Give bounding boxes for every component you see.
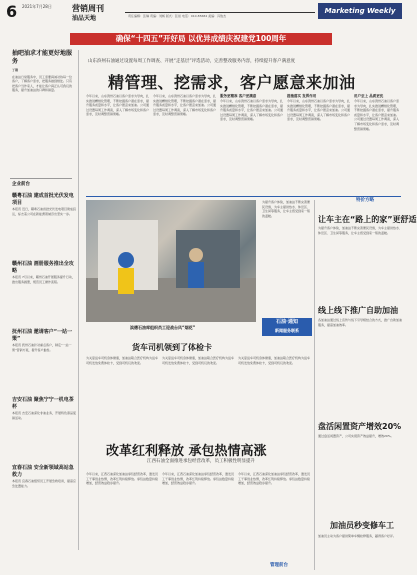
sidebar-news-title: 赣州石油 画册服务推出全攻略 [12, 261, 74, 274]
marketing-weekly-logo: Marketing Weekly [318, 3, 402, 19]
bottom-story-col-1: 今年以来，江西石油深化加油站承包经营改革，激发员工干事创业热情，改革红利持续释放。承包站数量持续增加，经营效益稳步提升。 [86, 472, 159, 486]
bottom-story-title: 改革红利释放 承包热情高涨 [106, 444, 267, 459]
section-rule [86, 196, 401, 197]
sidebar-body: 在油站日常服务中，员工需要真诚对待每一位客户，了解客户需求，把服务做到细处。只有把客户当作家人，才能让客户真正认可我们的服务，提升加油站的口碑和销量。 [12, 74, 73, 93]
lead-body-col-3 [220, 94, 284, 194]
story2-body: 各加油站通过线上宣传与线下引导相结合的方式，推广自助加油服务，提高加油效率。 [318, 318, 403, 327]
story1-body: 为提升客户体验，加油站不断完善便民设施，为车主提供热水、休息区、卫生间等服务，让车主感受到家一般的温暖。 [318, 226, 403, 235]
section-name: 油品天地 [72, 15, 97, 22]
story1-title: 让车主在“路上的家”更舒适 [318, 215, 417, 224]
news-inset-badge [262, 318, 312, 336]
bottom-section-footer: 管理前台 [270, 563, 288, 568]
story3-title: 盘活闲置资产增效20% [318, 422, 402, 431]
right-column-divider [314, 200, 315, 570]
issue-date: 2021年7月28日 [22, 4, 52, 9]
middle-story-col-3: 为关爱货车司机身体健康，加油站联合医疗机构为货车司机发放免费体检卡，受到司机们的欢迎。 [238, 356, 311, 365]
lead-kicker: 山东滨州石油通过设置每周工作调查、开展“走基层”评选活动，完善整改服务内容，持续提升客户满意度 [88, 59, 296, 64]
lead-body-text: 今年以来，山东滨州石油以客户需求为导向，扎实推进精细化管理，不断挖掘客户潜在需求，提升服务质量和水平，让客户愿意来加油。公司通过设置每周工作调查，深入了解市场变化和客户需求，及时调整营销策略。 [354, 99, 400, 131]
lead-subhead: 服务更精准 客户更满意 [220, 94, 257, 98]
column-divider [78, 50, 79, 550]
photo-caption: 滨德石油库组织员工迎战台风“烟花” [130, 325, 196, 330]
sidebar-news-item [12, 465, 76, 539]
lead-subhead: 措施落实 发挥作用 [287, 94, 317, 98]
lead-body-text: 今年以来，山东滨州石油以客户需求为导向，扎实推进精细化管理，不断挖掘客户潜在需求，提升服务质量和水平，让客户愿意来加油。公司通过设置每周工作调查，深入了解市场变化和客户需求，及时调整营销策略。 [287, 99, 351, 122]
lead-headline: 精管理、挖需求，客户愿意来加油 [108, 73, 356, 92]
bottom-story-col-2: 今年以来，江西石油深化加油站承包经营改革，激发员工干事创业热情，改革红利持续释放。承包站数量持续增加，经营效益稳步提升。 [162, 472, 235, 486]
news-photo-fuel-station [86, 200, 256, 322]
middle-story-title: 货车司机领到了体检卡 [132, 343, 212, 352]
red-banner: 确保“十四五”开好局 以优异成绩庆祝建党100周年 [70, 33, 332, 45]
sidebar-author: 丁翔 [12, 68, 19, 72]
sidebar-news-title: 吉安石油 聚焦宁宁一机电茶杯 [12, 397, 74, 410]
sidebar-news-body: 本报讯 近日，赣粤石油首批光伏发电项目建成投运，标志着公司在新能源领域迈出坚实一步。 [12, 207, 76, 216]
lead-body-col-5 [354, 94, 400, 194]
middle-body-col: 为提升客户体验，加油站不断完善便民设施，为车主提供热水、休息区、卫生间等服务，让车主感受到家一般的温暖。 [262, 200, 311, 218]
lead-body-text: 今年以来，山东滨州石油以客户需求为导向，扎实推进精细化管理，不断挖掘客户潜在需求，提升服务质量和水平，让客户愿意来加油。公司通过设置每周工作调查，深入了解市场变化和客户需求，及时调整营销策略。 [220, 99, 284, 122]
lead-body-col-1: 今年以来，山东滨州石油以客户需求为导向，扎实推进精细化管理，不断挖掘客户潜在需求，提升服务质量和水平，让客户愿意来加油。公司通过设置每周工作调查，深入了解市场变化和客户需求，及时调整营销策略。 [86, 94, 150, 117]
sidebar-news-body: 本报讯 7月以来，赣州石油开展服务提升行动，推出服务画册，规范员工操作流程。 [12, 275, 75, 284]
sidebar-news-title: 赣粤石油 建成首批光伏发电项目 [12, 193, 74, 206]
bottom-story-col-3: 今年以来，江西石油深化加油站承包经营改革，激发员工干事创业热情，改革红利持续释放。承包站数量持续增加，经营效益稳步提升。 [238, 472, 311, 486]
inset-sub: 新闻服务联系 [275, 328, 299, 333]
sidebar-section-title: 企业前台 [12, 182, 30, 187]
sidebar-news-item [12, 397, 76, 459]
inset-title: 石油·通知 [276, 319, 298, 325]
lead-subhead: 用户至上 品质更优 [354, 94, 384, 98]
left-sidebar [12, 50, 72, 183]
page-header [0, 0, 405, 22]
editor-contact: 责任编辑：张琳 责编：刘畅 版式：张旭 电话：010-85684 美编：冯俊杰 [128, 14, 227, 18]
header-rule [125, 12, 315, 13]
story3-body: 通过盘活闲置资产，公司实现资产效益提升，增效20%。 [318, 434, 394, 438]
story4-body: 加油员主动为客户提供简单车辆检修服务，赢得客户好评。 [318, 534, 397, 538]
sidebar-news-item [12, 329, 76, 391]
bottom-story-subtitle: 江西石油全面推进承包经营改革，员工积极性明显提升 [147, 459, 255, 464]
sidebar-news-title: 宜春石油 安全新领域高站急救力 [12, 465, 74, 478]
sidebar-news-body: 本报讯 抚州石油针对重点客户，制定“一站一策”营销方案，提升客户黏性。 [12, 343, 72, 352]
middle-story-col-2: 为关爱货车司机身体健康，加油站联合医疗机构为货车司机发放免费体检卡，受到司机们的欢迎。 [162, 356, 235, 365]
sidebar-news-item [12, 261, 76, 323]
lead-body-col-4 [287, 94, 351, 194]
sidebar-news-list [12, 193, 76, 533]
sidebar-news-body: 本报讯 宜春石油组织员工开展急救培训，提高应急处置能力。 [12, 479, 76, 488]
sidebar-news-item [12, 193, 76, 255]
story4-title: 加油员秒变修车工 [330, 521, 394, 530]
sidebar-news-body: 本报讯 吉安石油深化非油业务，开展特色商品促销活动。 [12, 411, 76, 420]
middle-story-col-1: 为关爱货车司机身体健康，加油站联合医疗机构为货车司机发放免费体检卡，受到司机们的欢迎。 [86, 356, 159, 365]
right-section-title: 特价方略 [356, 198, 374, 203]
lead-body-col-2: 今年以来，山东滨州石油以客户需求为导向，扎实推进精细化管理，不断挖掘客户潜在需求，提升服务质量和水平，让客户愿意来加油。公司通过设置每周工作调查，深入了解市场变化和客户需求，及时调整营销策略。 [153, 94, 217, 117]
sidebar-divider [10, 178, 72, 179]
photo-illustration [86, 200, 256, 322]
page-number: 6 [6, 2, 18, 21]
column-name: 营销周刊 [72, 4, 104, 13]
story2-title: 线上线下推广自助加油 [318, 306, 398, 315]
sidebar-headline: 抽吧油求才能更好地服务 [12, 50, 73, 65]
sidebar-news-title: 抚州石油 邀请客户“一站一策” [12, 329, 73, 342]
